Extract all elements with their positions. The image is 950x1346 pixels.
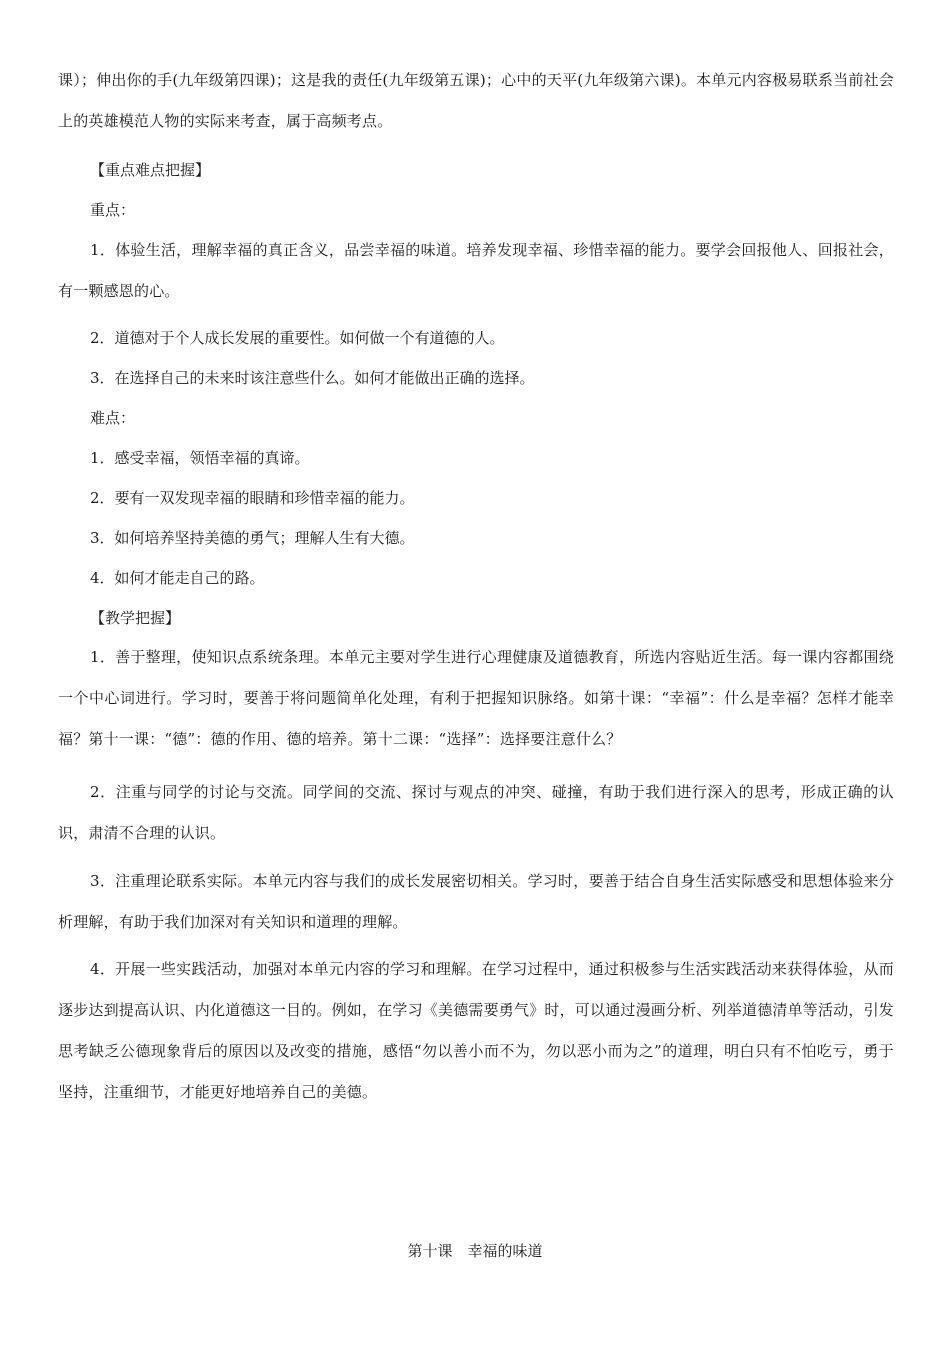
teaching-point-1: 1．善于整理，使知识点系统条理。本单元主要对学生进行心理健康及道德教育，所选内容贴近生活。每一课内容都围绕一个中心词进行。学习时，要善于将问题简单化处理，有利于把握知识脉络。如第十课：“幸福”：什么是幸福？怎样才能幸福？第十一课：“德”：德的作用、德的培养。第十二课：“选择”：选择要注意什么？: [58, 648, 894, 748]
key-points-label: 重点：: [90, 201, 136, 219]
lesson-title: 第十课 幸福的味道: [407, 1242, 543, 1260]
key-point-2: 2．道德对于个人成长发展的重要性。如何做一个有道德的人。: [90, 329, 505, 347]
teaching-heading: 【教学把握】: [90, 609, 181, 627]
key-point-1: 1．体验生活，理解幸福的真正含义，品尝幸福的味道。培养发现幸福、珍惜幸福的能力。要学会回报他人、回报社会，有一颗感恩的心。: [58, 241, 894, 300]
key-difficult-heading: 【重点难点把握】: [90, 161, 211, 179]
difficult-point-1: 1．感受幸福，领悟幸福的真谛。: [90, 449, 310, 467]
teaching-point-4: 4．开展一些实践活动，加强对本单元内容的学习和理解。在学习过程中，通过积极参与生活实践活动来获得体验，从而逐步达到提高认识、内化道德这一目的。例如，在学习《美德需要勇气》时，可以通过漫画分析、列举道德清单等活动，引发思考缺乏公德现象背后的原因以及改变的措施，感悟“勿以善小而不为，勿以恶小而为之”的道理，明白只有不怕吃亏，勇于坚持，注重细节，才能更好地培养自己的美德。: [58, 960, 895, 1101]
difficult-points-label: 难点：: [90, 409, 136, 427]
key-point-3: 3．在选择自己的未来时该注意些什么。如何才能做出正确的选择。: [90, 369, 535, 387]
difficult-point-4: 4．如何才能走自己的路。: [90, 569, 265, 587]
teaching-point-2: 2．注重与同学的讨论与交流。同学间的交流、探讨与观点的冲突、碰撞，有助于我们进行深入的思考，形成正确的认识，肃清不合理的认识。: [58, 783, 894, 842]
difficult-point-2: 2．要有一双发现幸福的眼睛和珍惜幸福的能力。: [90, 489, 415, 507]
teaching-point-3: 3．注重理论联系实际。本单元内容与我们的成长发展密切相关。学习时，要善于结合自身生活实际感受和思想体验来分析理解，有助于我们加深对有关知识和道理的理解。: [58, 872, 894, 931]
difficult-point-3: 3．如何培养坚持美德的勇气；理解人生有大德。: [90, 529, 415, 547]
intro-paragraph: 课）；伸出你的手(九年级第四课)；这是我的责任(九年级第五课)；心中的天平(九年级第六课)。本单元内容极易联系当前社会上的英雄模范人物的实际来考查，属于高频考点。: [58, 71, 894, 130]
